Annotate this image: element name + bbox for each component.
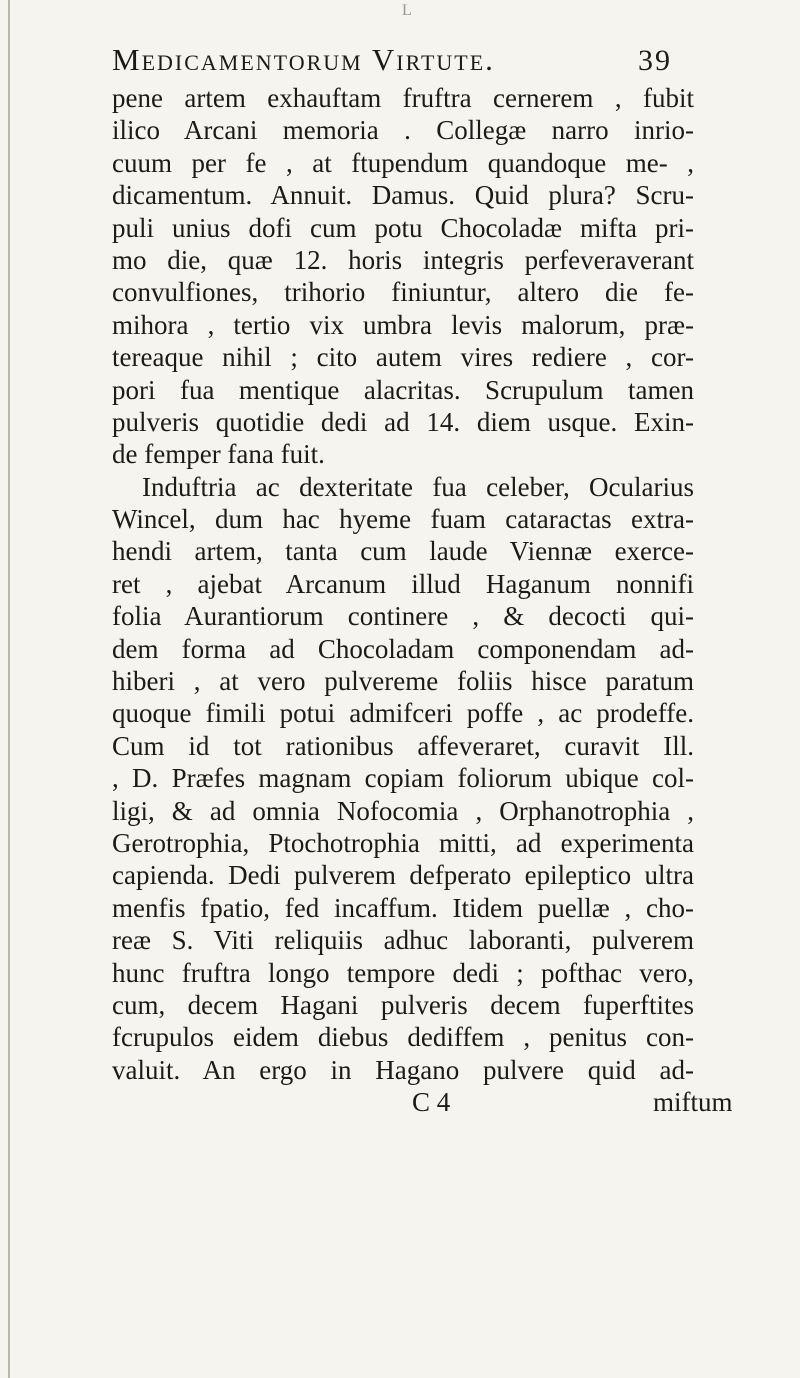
text-line: de femper fana fuit. [112, 439, 325, 470]
text-line: valuit. An ergo in Hagano pulvere quid ad- [112, 1054, 694, 1085]
text-line: dem forma ad Chocoladam componendam ad- [112, 633, 694, 664]
text-line: , D. Præfes magnam copiam foliorum ubique col- [112, 763, 694, 794]
text-line: hunc fruftra longo tempore dedi ; pofthac vero, [112, 957, 694, 988]
text-line: hendi artem, tanta cum laude Viennæ exerce- [112, 536, 694, 567]
text-line: cum, decem Hagani pulveris decem fuperftites [112, 989, 694, 1020]
paragraph-start-line: Induftria ac dexteritate fua celeber, Ocularius [142, 471, 694, 502]
text-line: menfis fpatio, fed incaffum. Itidem puellæ , cho- [112, 892, 694, 923]
signature-line [112, 1086, 733, 1118]
text-line: pulveris quotidie dedi ad 14. diem usque. Exin- [112, 406, 694, 437]
text-line: dicamentum. Annuit. Damus. Quid plura? Scru- [112, 180, 694, 211]
page-binding-edge [8, 0, 10, 1378]
text-line: convulfiones, trihorio finiuntur, altero die fe- [112, 277, 694, 308]
text-line: ilico Arcani memoria . Collegæ narro inrio- [112, 115, 694, 146]
text-line: fcrupulos eidem diebus dediffem , penitus con- [112, 1022, 694, 1053]
text-line: folia Aurantiorum continere , & decocti qui- [112, 601, 694, 632]
text-line: ret , ajebat Arcanum illud Haganum nonnifi [112, 568, 694, 599]
text-line: pene artem exhauftam fruftra cernerem , fubit [112, 83, 694, 113]
text-line: mo die, quæ 12. horis integris perfeveraverant [112, 244, 694, 275]
text-block [112, 82, 733, 1119]
text-line: capienda. Dedi pulverem defperato epileptico ultra [112, 860, 694, 891]
text-line: Cum id tot rationibus affeveraret, curavit Ill. [112, 730, 694, 761]
text-line: tereaque nihil ; cito autem vires rediere , cor- [112, 342, 694, 373]
text-line: Wincel, dum hac hyeme fuam cataractas extra- [112, 504, 694, 535]
text-line: cuum per fe , at ftupendum quandoque me- , [112, 147, 694, 178]
text-line: quoque fimili potui admifceri poffe , ac prodeffe. [112, 698, 694, 729]
text-line: Gerotrophia, Ptochotrophia mitti, ad experimenta [112, 827, 694, 858]
text-line: hiberi , at vero pulvereme foliis hisce paratum [112, 666, 694, 697]
text-line: mihora , tertio vix umbra levis malorum, præ- [112, 309, 694, 340]
signature-mark: C 4 [412, 1087, 451, 1118]
text-line: reæ S. Viti reliquiis adhuc laboranti, pulverem [112, 925, 694, 956]
top-mark: L [402, 2, 412, 19]
running-title: Medicamentorum Virtute. [112, 42, 495, 77]
text-line: pori fua mentique alacritas. Scrupulum tamen [112, 374, 694, 405]
catchword: miftum [653, 1087, 733, 1118]
page-number: 39 [638, 44, 672, 77]
text-line: ligi, & ad omnia Nofocomia , Orphanotrophia , [112, 795, 694, 826]
text-line: puli unius dofi cum potu Chocoladæ mifta pri- [112, 212, 694, 243]
